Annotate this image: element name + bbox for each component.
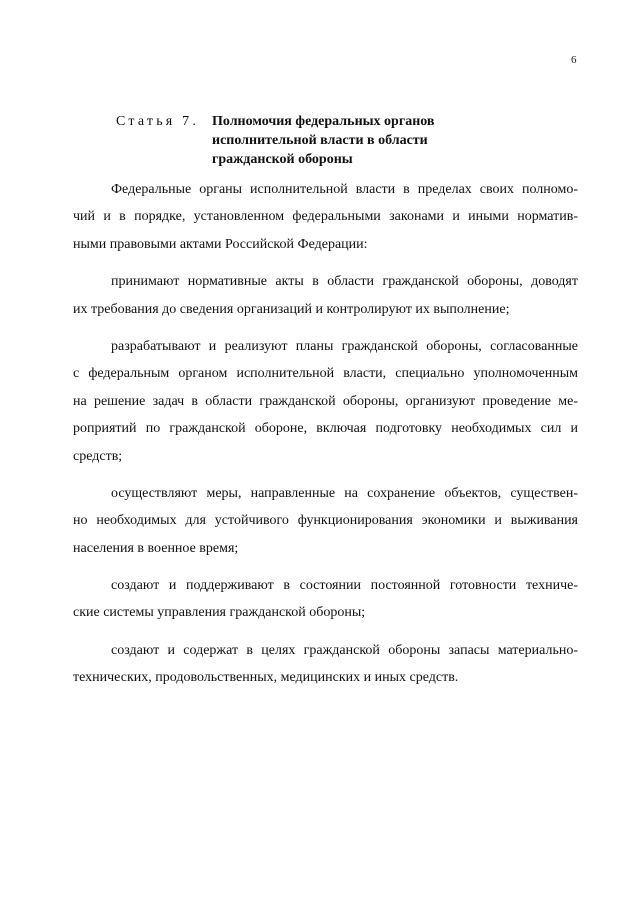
text-line: их требования до сведения организаций и контролируют их выполнение; [73,301,510,317]
article-title-line: Полномочия федеральных органов [212,114,435,129]
article-title [212,112,472,169]
paragraph [73,333,578,470]
text-line: на решение задач в области гражданской обороны, организуют проведение ме- [73,393,578,409]
text-line: создают и поддерживают в состоянии постоянной готовности техниче- [111,578,578,594]
text-line: ские системы управления гражданской обороны; [73,605,366,621]
article-body [73,176,578,702]
article-label: Статья 7. [116,114,200,129]
text-line: осуществляют меры, направленные на сохранение объектов, существен- [111,485,578,501]
text-line: разрабатывают и реализуют планы гражданской обороны, согласованные [111,338,578,354]
article-title-line: исполнительной власти в области [212,133,428,148]
paragraph [73,176,578,258]
text-line: Федеральные органы исполнительной власти в пределах своих полномо- [111,182,578,197]
text-line: но необходимых для устойчивого функционирования экономики и выживания [73,513,578,529]
article-heading [116,112,472,169]
text-line: технических, продовольственных, медицинских и иных средств. [73,670,459,686]
article-title-line: гражданской обороны [212,152,353,167]
text-line: с федеральным органом исполнительной власти, специально уполномоченным [73,366,578,382]
paragraph [73,572,578,627]
text-line: роприятий по гражданской обороне, включая подготовку необходимых сил и [73,421,578,437]
text-line: населения в военное время; [73,540,239,556]
paragraph [73,637,578,692]
text-line: средств; [73,448,123,464]
paragraph [73,480,578,562]
text-line: создают и содержат в целях гражданской обороны запасы материально- [111,642,578,658]
page-number: 6 [571,54,577,66]
text-line: ными правовыми актами Российской Федерации: [73,236,368,252]
text-line: принимают нормативные акты в области гражданской обороны, доводят [111,274,578,290]
text-line: чий и в порядке, установленном федеральными законами и иными норматив- [73,209,578,225]
paragraph [73,268,578,323]
